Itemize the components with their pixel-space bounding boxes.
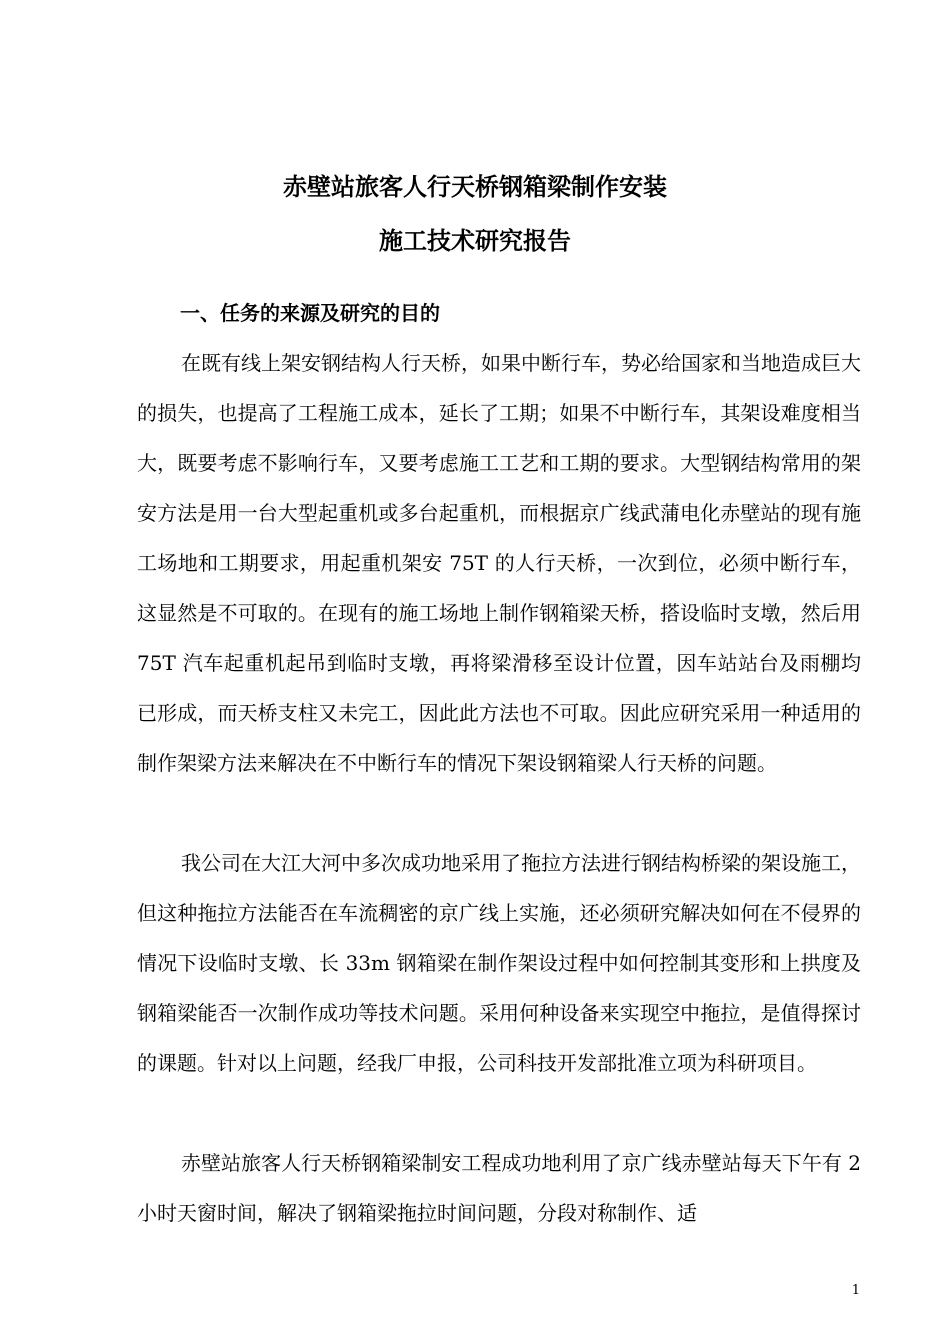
- page-number: 1: [851, 1283, 860, 1298]
- section-heading: 一、任务的来源及研究的目的: [180, 301, 440, 325]
- paragraph-1: 在既有线上架安钢结构人行天桥，如果中断行车，势必给国家和当地造成巨大的损失，也提高了工程施工成本，延长了工期；如果不中断行车，其架设难度相当大，既要考虑不影响行车，又要考虑施工工艺和工期的要求。大型钢结构常用的架安方法是用一台大型起重机或多台起重机，而根据京广线武蒲电化赤壁站的现有施工场地和工期要求，用起重机架安 75T 的人行天桥，一次到位，必须中断行车，这显然是不可取的。在现有的施工场地上制作钢箱梁天桥，搭设临时支墩，然后用 75T 汽车起重机起吊到临时支墩，再将梁滑移至设计位置，因车站站台及雨棚均已形成，而天桥支柱又未完工，因此此方法也不可取。因此应研究采用一种适用的制作架梁方法来解决在不中断行车的情况下架设钢箱梁人行天桥的问题。: [137, 351, 861, 775]
- document-title-line-1: 赤壁站旅客人行天桥钢箱梁制作安装: [283, 172, 667, 201]
- paragraph-2: 我公司在大江大河中多次成功地采用了拖拉方法进行钢结构桥梁的架设施工，但这种拖拉方法能否在车流稠密的京广线上实施，还必须研究解决如何在不侵界的情况下设临时支墩、长 33m 钢箱梁在制作架设过程中如何控制其变形和上拱度及钢箱梁能否一次制作成功等技术问题。采用何种设备来实现空中拖拉，是值得探讨的课题。针对以上问题，经我厂申报，公司科技开发部批准立项为科研项目。: [137, 851, 861, 1075]
- document-title-line-2: 施工技术研究报告: [379, 226, 571, 255]
- paragraph-3: 赤壁站旅客人行天桥钢箱梁制安工程成功地利用了京广线赤壁站每天下午有 2 小时天窗时间，解决了钢箱梁拖拉时间问题，分段对称制作、适: [137, 1151, 861, 1225]
